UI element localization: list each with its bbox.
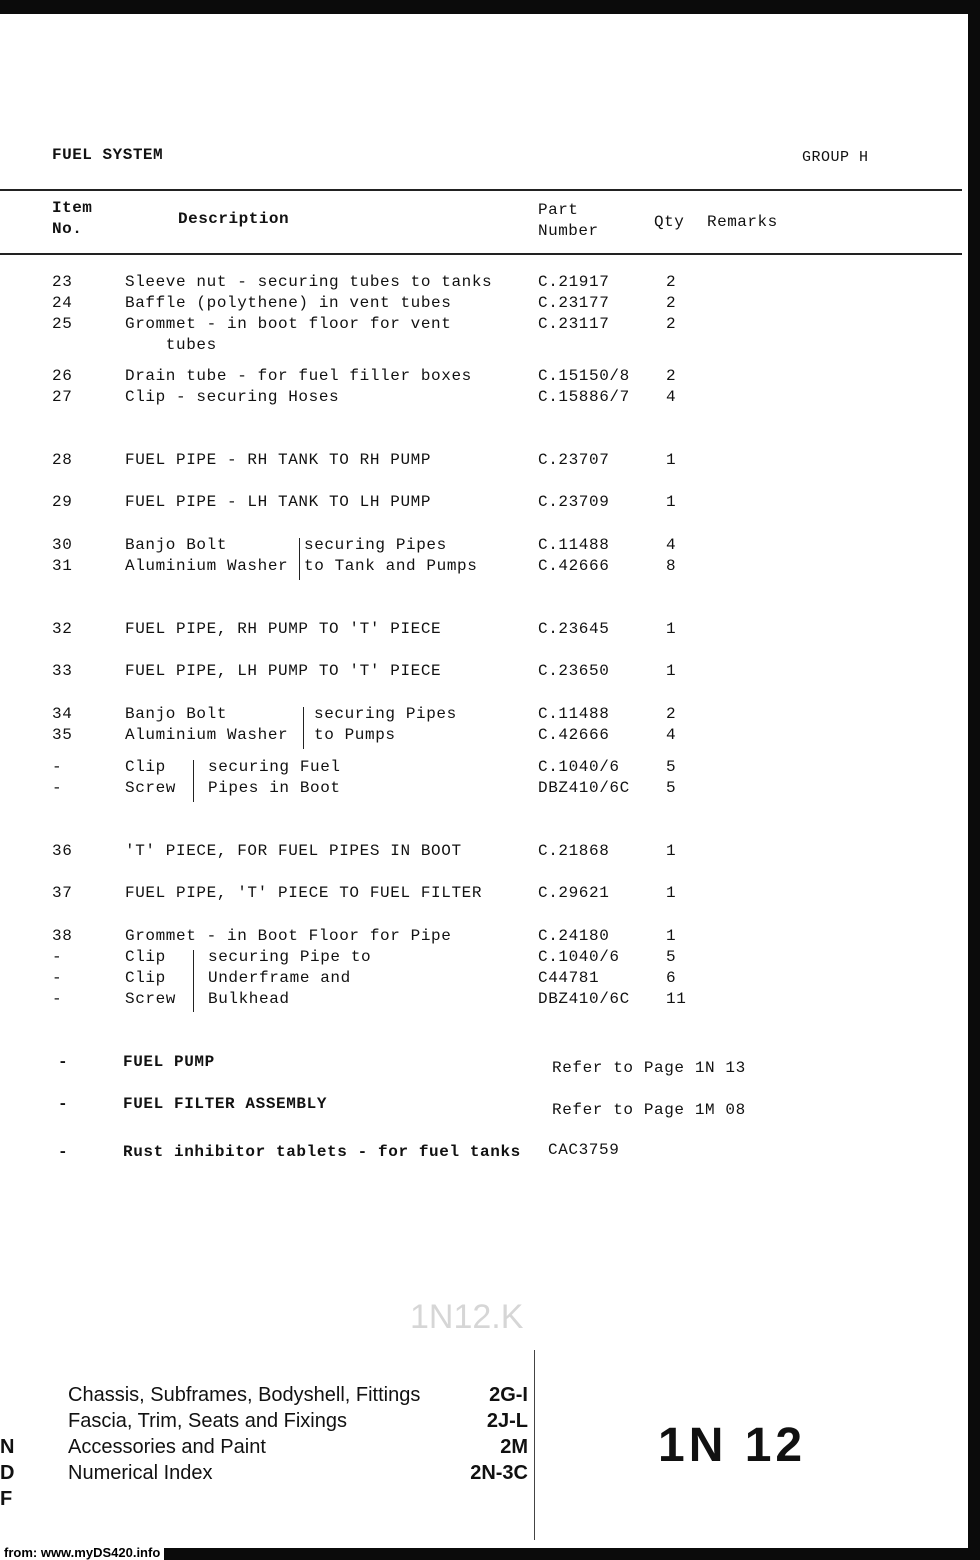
item-note: securing Pipes	[314, 705, 457, 723]
item-description: Banjo Bolt	[125, 705, 228, 723]
source-watermark: from: www.myDS420.info	[0, 1545, 164, 1560]
quantity: 2	[666, 273, 677, 291]
header-rule-bottom	[0, 253, 962, 255]
item-description: Baffle (polythene) in vent tubes	[125, 294, 452, 312]
item-description: tubes	[125, 336, 217, 354]
quantity: 2	[666, 294, 677, 312]
item-description: Banjo Bolt	[125, 536, 228, 554]
part-number: C.23177	[538, 294, 610, 312]
quantity: 5	[666, 779, 677, 797]
index-entry	[68, 1410, 528, 1436]
item-note: Underframe and	[208, 969, 351, 987]
item-description: FUEL PIPE, 'T' PIECE TO FUEL FILTER	[125, 884, 483, 902]
part-number: C.1040/6	[538, 758, 620, 776]
item-note: securing Fuel	[208, 758, 341, 776]
side-letter: F	[0, 1488, 13, 1510]
bracket-34-35	[303, 707, 304, 749]
quantity: 1	[666, 620, 677, 638]
item-description: Sleeve nut - securing tubes to tanks	[125, 273, 493, 291]
quantity: 6	[666, 969, 677, 987]
quantity: 1	[666, 451, 677, 469]
item-number: 24	[52, 294, 73, 312]
scan-border-right	[968, 0, 980, 1560]
index-code: 2J-L	[486, 1410, 528, 1432]
page-number: 1N 12	[658, 1419, 807, 1472]
quantity: 4	[666, 388, 677, 406]
col-part-line1: Part	[538, 201, 579, 219]
part-number: C.11488	[538, 536, 610, 554]
part-number: C.23645	[538, 620, 610, 638]
index-entry	[68, 1462, 528, 1488]
part-number: C.24180	[538, 927, 610, 945]
part-number: C.11488	[538, 705, 610, 723]
item-number: 23	[52, 273, 73, 291]
side-index-letters	[0, 1434, 14, 1512]
item-description: Clip	[125, 948, 166, 966]
header-rule-top	[0, 189, 962, 191]
index-code: 2M	[500, 1436, 528, 1458]
quantity: 2	[666, 315, 677, 333]
bracket-38-group	[193, 950, 194, 1012]
part-number: C.23709	[538, 493, 610, 511]
item-note: to Tank and Pumps	[304, 557, 478, 575]
col-item-line1: Item	[52, 199, 93, 217]
quantity: 1	[666, 927, 677, 945]
item-number: 35	[52, 726, 73, 744]
part-number: C.42666	[538, 726, 610, 744]
item-number: 26	[52, 367, 73, 385]
page-reference: Refer to Page 1N 13	[552, 1059, 746, 1077]
quantity: 1	[666, 662, 677, 680]
col-remarks-header: Remarks	[707, 213, 778, 231]
item-description: Aluminium Washer	[125, 726, 289, 744]
item-number: 33	[52, 662, 73, 680]
part-number: DBZ410/6C	[538, 990, 630, 1008]
index-code: 2N-3C	[470, 1462, 528, 1484]
item-description: Clip - securing Hoses	[125, 388, 340, 406]
item-note: Pipes in Boot	[208, 779, 341, 797]
item-note: to Pumps	[314, 726, 396, 744]
item-number: 29	[52, 493, 73, 511]
item-description: FUEL PUMP	[123, 1053, 215, 1071]
page-reference: Refer to Page 1M 08	[552, 1101, 746, 1119]
index-code: 2G-I	[489, 1384, 528, 1406]
item-number: 28	[52, 451, 73, 469]
part-number: C.15150/8	[538, 367, 630, 385]
item-description: Drain tube - for fuel filler boxes	[125, 367, 472, 385]
index-label: Numerical Index	[68, 1462, 213, 1484]
side-letter: N	[0, 1436, 15, 1458]
col-description-header: Description	[178, 210, 290, 228]
col-part-header	[538, 200, 599, 242]
item-description: Screw	[125, 779, 177, 797]
item-number: 31	[52, 557, 73, 575]
item-description: Clip	[125, 758, 166, 776]
item-note: securing Pipe to	[208, 948, 372, 966]
part-number: C.42666	[538, 557, 610, 575]
index-entry	[68, 1436, 528, 1462]
item-description: FUEL PIPE, RH PUMP TO 'T' PIECE	[125, 620, 442, 638]
item-description: Clip	[125, 969, 166, 987]
item-description: Aluminium Washer	[125, 557, 289, 575]
index-label: Chassis, Subframes, Bodyshell, Fittings	[68, 1384, 421, 1406]
item-description: FUEL FILTER ASSEMBLY	[123, 1095, 328, 1113]
quantity: 5	[666, 758, 677, 776]
item-description: FUEL PIPE, LH PUMP TO 'T' PIECE	[125, 662, 442, 680]
part-number: C.23707	[538, 451, 610, 469]
scan-border-top	[0, 0, 980, 14]
item-number: 25	[52, 315, 73, 333]
item-number: -	[58, 1053, 69, 1071]
item-number: 38	[52, 927, 73, 945]
quantity: 5	[666, 948, 677, 966]
item-number: -	[58, 1095, 69, 1113]
group-label: GROUP H	[802, 149, 869, 166]
part-number: C.21868	[538, 842, 610, 860]
item-number: -	[58, 1143, 69, 1161]
footer-divider	[534, 1350, 535, 1540]
item-number: -	[52, 948, 63, 966]
section-title: FUEL SYSTEM	[52, 146, 164, 164]
col-item-header	[52, 198, 92, 240]
item-number: 32	[52, 620, 73, 638]
item-number: -	[52, 969, 63, 987]
bracket-clip-screw	[193, 760, 194, 802]
col-item-line2: No.	[52, 220, 83, 238]
item-number: 36	[52, 842, 73, 860]
faint-stamp: 1N12.K	[410, 1298, 524, 1336]
item-description: Grommet - in Boot Floor for Pipe	[125, 927, 452, 945]
item-number: -	[52, 990, 63, 1008]
quantity: 4	[666, 536, 677, 554]
item-number: -	[52, 758, 63, 776]
index-entry	[68, 1384, 528, 1410]
part-number: C.15886/7	[538, 388, 630, 406]
quantity: 1	[666, 884, 677, 902]
item-description: FUEL PIPE - LH TANK TO LH PUMP	[125, 493, 432, 511]
quantity: 2	[666, 705, 677, 723]
quantity: 4	[666, 726, 677, 744]
index-label: Fascia, Trim, Seats and Fixings	[68, 1410, 347, 1432]
part-number: C.29621	[538, 884, 610, 902]
item-number: 27	[52, 388, 73, 406]
section-index	[68, 1384, 528, 1488]
quantity: 1	[666, 842, 677, 860]
part-number: C.23650	[538, 662, 610, 680]
col-qty-header: Qty	[654, 213, 685, 231]
quantity: 2	[666, 367, 677, 385]
item-note: Bulkhead	[208, 990, 290, 1008]
index-label: Accessories and Paint	[68, 1436, 266, 1458]
item-number: 37	[52, 884, 73, 902]
part-number: C.23117	[538, 315, 610, 333]
part-number: C.1040/6	[538, 948, 620, 966]
side-letter: D	[0, 1462, 15, 1484]
part-number: C44781	[538, 969, 600, 987]
item-description: 'T' PIECE, FOR FUEL PIPES IN BOOT	[125, 842, 462, 860]
quantity: 11	[666, 990, 687, 1008]
part-number: C.21917	[538, 273, 610, 291]
item-description: Screw	[125, 990, 177, 1008]
item-note: securing Pipes	[304, 536, 447, 554]
bracket-30-31	[299, 538, 300, 580]
part-number: DBZ410/6C	[538, 779, 630, 797]
item-description: Rust inhibitor tablets - for fuel tanks	[123, 1143, 521, 1161]
item-number: 34	[52, 705, 73, 723]
item-description: Grommet - in boot floor for vent	[125, 315, 452, 333]
quantity: 1	[666, 493, 677, 511]
quantity: 8	[666, 557, 677, 575]
item-number: -	[52, 779, 63, 797]
item-description: FUEL PIPE - RH TANK TO RH PUMP	[125, 451, 432, 469]
item-number: 30	[52, 536, 73, 554]
page-reference: CAC3759	[548, 1141, 620, 1159]
col-part-line2: Number	[538, 222, 599, 240]
